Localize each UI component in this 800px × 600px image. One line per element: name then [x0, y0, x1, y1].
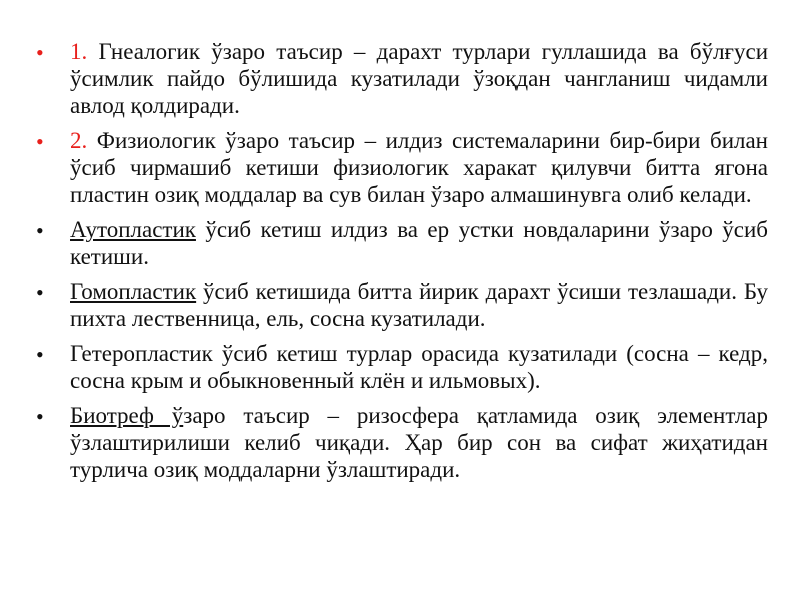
- item-term: Аутопластик: [70, 217, 196, 242]
- item-number: 1.: [70, 39, 88, 64]
- item-text: заро таъсир – ризосфера қатламида озиқ элементлар ўзлаштирилиши келиб чиқади. Ҳар бир сон ва сифат жиҳатидан турлича озиқ моддаларни ўзлаштиради.: [70, 403, 769, 482]
- bullet-marker: •: [36, 280, 44, 305]
- bullet-marker: •: [36, 342, 44, 367]
- item-term: Гомопластик: [70, 279, 197, 304]
- item-term: Биотреф ў: [70, 403, 184, 428]
- bullet-marker: •: [36, 40, 44, 65]
- bullet-item-heteroplastic: [36, 340, 768, 394]
- bullet-marker: •: [36, 404, 44, 429]
- bullet-item-biotroph: [36, 402, 768, 483]
- bullet-item-homoplastic: [36, 278, 768, 332]
- bullet-list: [36, 38, 768, 491]
- item-text: ўсиб кетишида битта йирик дарахт ўсиши тезлашади. Бу пихта лественница, ель, сосна кузатилади.: [70, 279, 768, 331]
- bullet-item-genealogical: [36, 38, 768, 119]
- item-text: Гетеропластик ўсиб кетиш турлар орасида кузатилади (сосна – кедр, сосна крым и обыкновенный клён и ильмовых).: [70, 341, 768, 393]
- item-number: 2.: [70, 128, 88, 153]
- bullet-item-physiological: [36, 127, 768, 208]
- item-text: Физиологик ўзаро таъсир – илдиз системаларини бир-бири билан ўсиб чирмашиб кетиши физиологик харакат қилувчи битта ягона пластин озиқ моддалар ва сув билан ўзаро алмашинувга олиб келади.: [70, 128, 768, 207]
- bullet-marker: •: [36, 218, 44, 243]
- bullet-marker: •: [36, 129, 44, 154]
- item-text: ўсиб кетиш илдиз ва ер устки новдаларини ўзаро ўсиб кетиши.: [70, 217, 768, 269]
- bullet-item-autoplastic: [36, 216, 768, 270]
- item-text: Гнеалогик ўзаро таъсир – дарахт турлари гуллашида ва бўлғуси ўсимлик пайдо бўлишида кузатилади ўзоқдан чангланиш чидамли авлод қолдиради.: [70, 39, 769, 118]
